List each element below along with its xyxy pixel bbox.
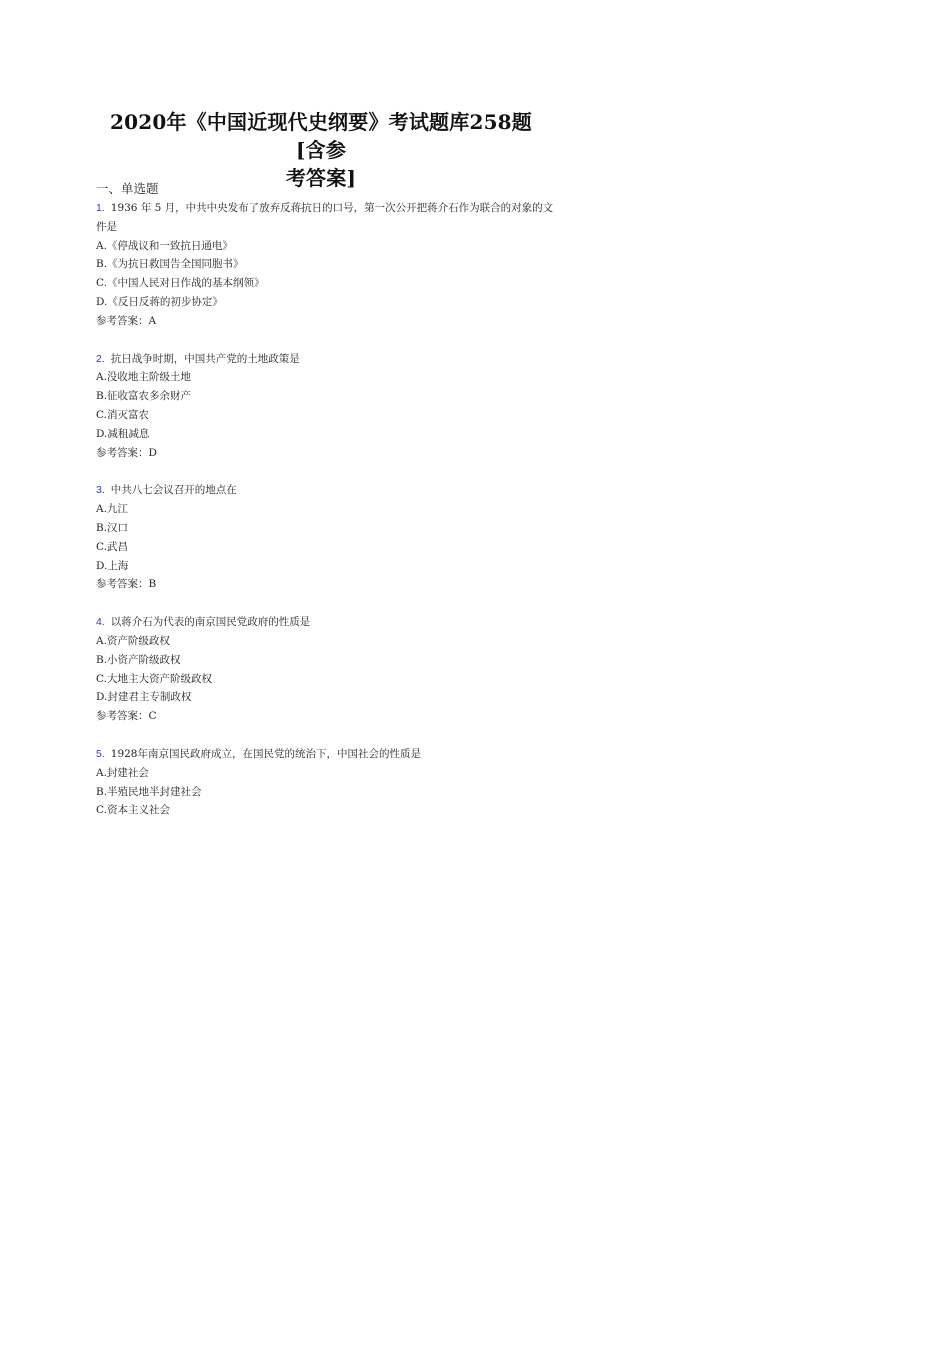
question-number: 4. bbox=[96, 616, 105, 629]
question-5 bbox=[96, 745, 556, 820]
question-number: 3. bbox=[96, 484, 105, 497]
title-line-1: 2020年《中国近现代史纲要》考试题库258题[含参 bbox=[109, 110, 532, 162]
option-b: B.小资产阶级政权 bbox=[96, 653, 181, 666]
question-text: 以蒋介石为代表的南京国民党政府的性质是 bbox=[110, 616, 311, 629]
option-c: C.消灭富农 bbox=[96, 408, 149, 421]
question-stem bbox=[96, 199, 556, 237]
option-a: A.没收地主阶级土地 bbox=[96, 371, 191, 384]
option-b: B.汉口 bbox=[96, 521, 129, 534]
question-stem bbox=[96, 613, 556, 632]
question-1 bbox=[96, 199, 556, 331]
reference-answer: 参考答案：C bbox=[96, 710, 157, 723]
option-c: C.资本主义社会 bbox=[96, 804, 170, 817]
question-list bbox=[96, 180, 556, 839]
option-b: B.《为抗日救国告全国同胞书》 bbox=[96, 258, 244, 271]
reference-answer: 参考答案：A bbox=[96, 314, 157, 327]
option-c: C.武昌 bbox=[96, 540, 128, 553]
question-stem bbox=[96, 745, 556, 764]
option-a: A.资产阶级政权 bbox=[96, 634, 170, 647]
option-a: A.封建社会 bbox=[96, 766, 149, 779]
option-a: A.《停战议和一致抗日通电》 bbox=[96, 239, 233, 252]
option-d: D.上海 bbox=[96, 559, 129, 572]
question-number: 5. bbox=[96, 747, 105, 760]
reference-answer: 参考答案：B bbox=[96, 578, 157, 591]
option-c: C.大地主大资产阶级政权 bbox=[96, 672, 212, 685]
option-c: C.《中国人民对日作战的基本纲领》 bbox=[96, 277, 265, 290]
question-number: 2. bbox=[96, 352, 105, 365]
title-line-2: 考答案] bbox=[285, 166, 357, 190]
question-stem bbox=[96, 350, 556, 369]
reference-answer: 参考答案：D bbox=[96, 446, 157, 459]
question-stem bbox=[96, 481, 556, 500]
question-text: 1936 年 5 月，中共中央发布了放弃反蒋抗日的口号，第一次公开把蒋介石作为联合的对象的文件是 bbox=[96, 202, 554, 233]
option-d: D.减租减息 bbox=[96, 427, 150, 440]
question-2 bbox=[96, 350, 556, 463]
option-a: A.九江 bbox=[96, 503, 128, 516]
question-text: 1928年南京国民政府成立，在国民党的统治下，中国社会的性质是 bbox=[110, 747, 421, 760]
option-b: B.半殖民地半封建社会 bbox=[96, 785, 202, 798]
option-d: D.《反日反蒋的初步协定》 bbox=[96, 295, 223, 308]
question-text: 中共八七会议召开的地点在 bbox=[110, 484, 237, 497]
section-heading: 一、单选题 bbox=[96, 181, 159, 196]
question-4 bbox=[96, 613, 556, 726]
question-text: 抗日战争时期，中国共产党的土地政策是 bbox=[110, 352, 300, 365]
option-d: D.封建君主专制政权 bbox=[96, 691, 192, 704]
question-3 bbox=[96, 481, 556, 594]
question-number: 1. bbox=[96, 202, 105, 214]
option-b: B.征收富农多余财产 bbox=[96, 390, 192, 403]
